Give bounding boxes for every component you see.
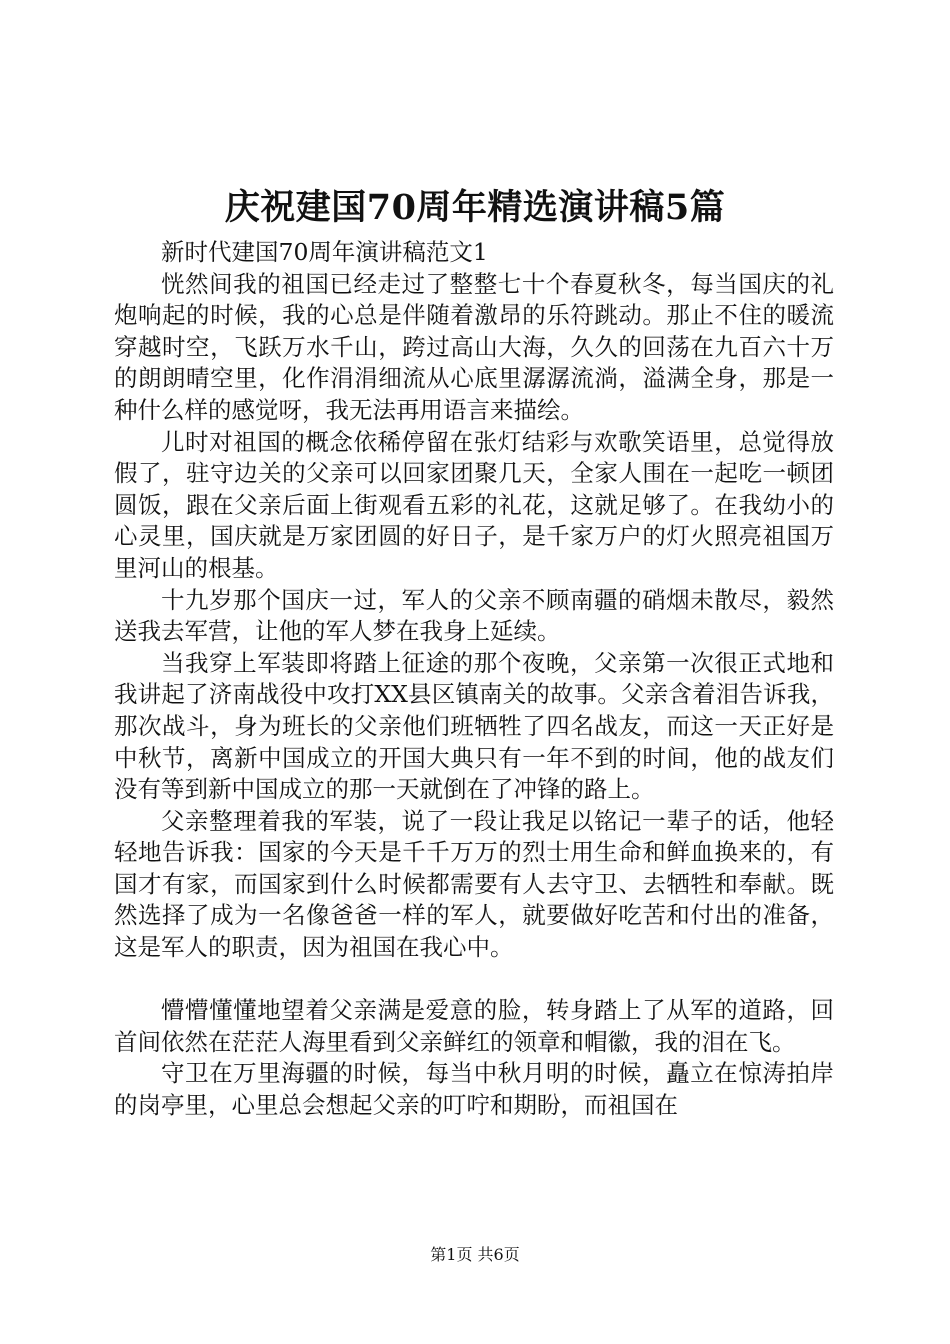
paragraph: 十九岁那个国庆一过，军人的父亲不顾南疆的硝烟未散尽，毅然送我去军营，让他的军人梦在我身上延续。 <box>114 585 834 646</box>
paragraph: 儿时对祖国的概念依稀停留在张灯结彩与欢歌笑语里，总觉得放假了，驻守边关的父亲可以回家团聚几天，全家人围在一起吃一顿团圆饭，跟在父亲后面上街观看五彩的礼花，这就足够了。在我幼小的心灵里，国庆就是万家团圆的好日子，是千家万户的灯火照亮祖国万里河山的根基。 <box>114 427 834 582</box>
section-heading: 新时代建国70周年演讲稿范文1 <box>161 238 488 266</box>
document-body <box>114 237 834 1122</box>
paragraph: 父亲整理着我的军装，说了一段让我足以铭记一辈子的话，他轻轻地告诉我：国家的今天是千千万万的烈士用生命和鲜血换来的，有国才有家，而国家到什么时候都需要有人去守卫、去牺牲和奉献。既然选择了成为一名像爸爸一样的军人，就要做好吃苦和付出的准备，这是军人的职责，因为祖国在我心中。 <box>114 806 834 962</box>
paragraph: 恍然间我的祖国已经走过了整整七十个春夏秋冬，每当国庆的礼炮响起的时候，我的心总是伴随着激昂的乐符跳动。那止不住的暖流穿越时空，飞跃万水千山，跨过高山大海，久久的回荡在九百六十万的朗朗晴空里，化作涓涓细流从心底里潺潺流淌，溢满全身，那是一种什么样的感觉呀，我无法再用语言来描绘。 <box>114 269 834 424</box>
document-title: 庆祝建国70周年精选演讲稿5篇 <box>224 187 726 228</box>
paragraph: 守卫在万里海疆的时候，每当中秋月明的时候，矗立在惊涛拍岸的岗亭里，心里总会想起父亲的叮咛和期盼，而祖国在 <box>114 1059 834 1120</box>
paragraph: 当我穿上军装即将踏上征途的那个夜晚，父亲第一次很正式地和我讲起了济南战役中攻打XX县区镇南关的故事。父亲含着泪告诉我，那次战斗，身为班长的父亲他们班牺牲了四名战友，而这一天正好是中秋节，离新中国成立的开国大典只有一年不到的时间，他的战友们没有等到新中国成立的那一天就倒在了冲锋的路上。 <box>114 648 834 804</box>
page-number-footer: 第1页 共6页 <box>430 1245 520 1264</box>
paragraph: 懵懵懂懂地望着父亲满是爱意的脸，转身踏上了从军的道路，回首间依然在茫茫人海里看到父亲鲜红的领章和帽徽，我的泪在飞。 <box>114 996 834 1056</box>
